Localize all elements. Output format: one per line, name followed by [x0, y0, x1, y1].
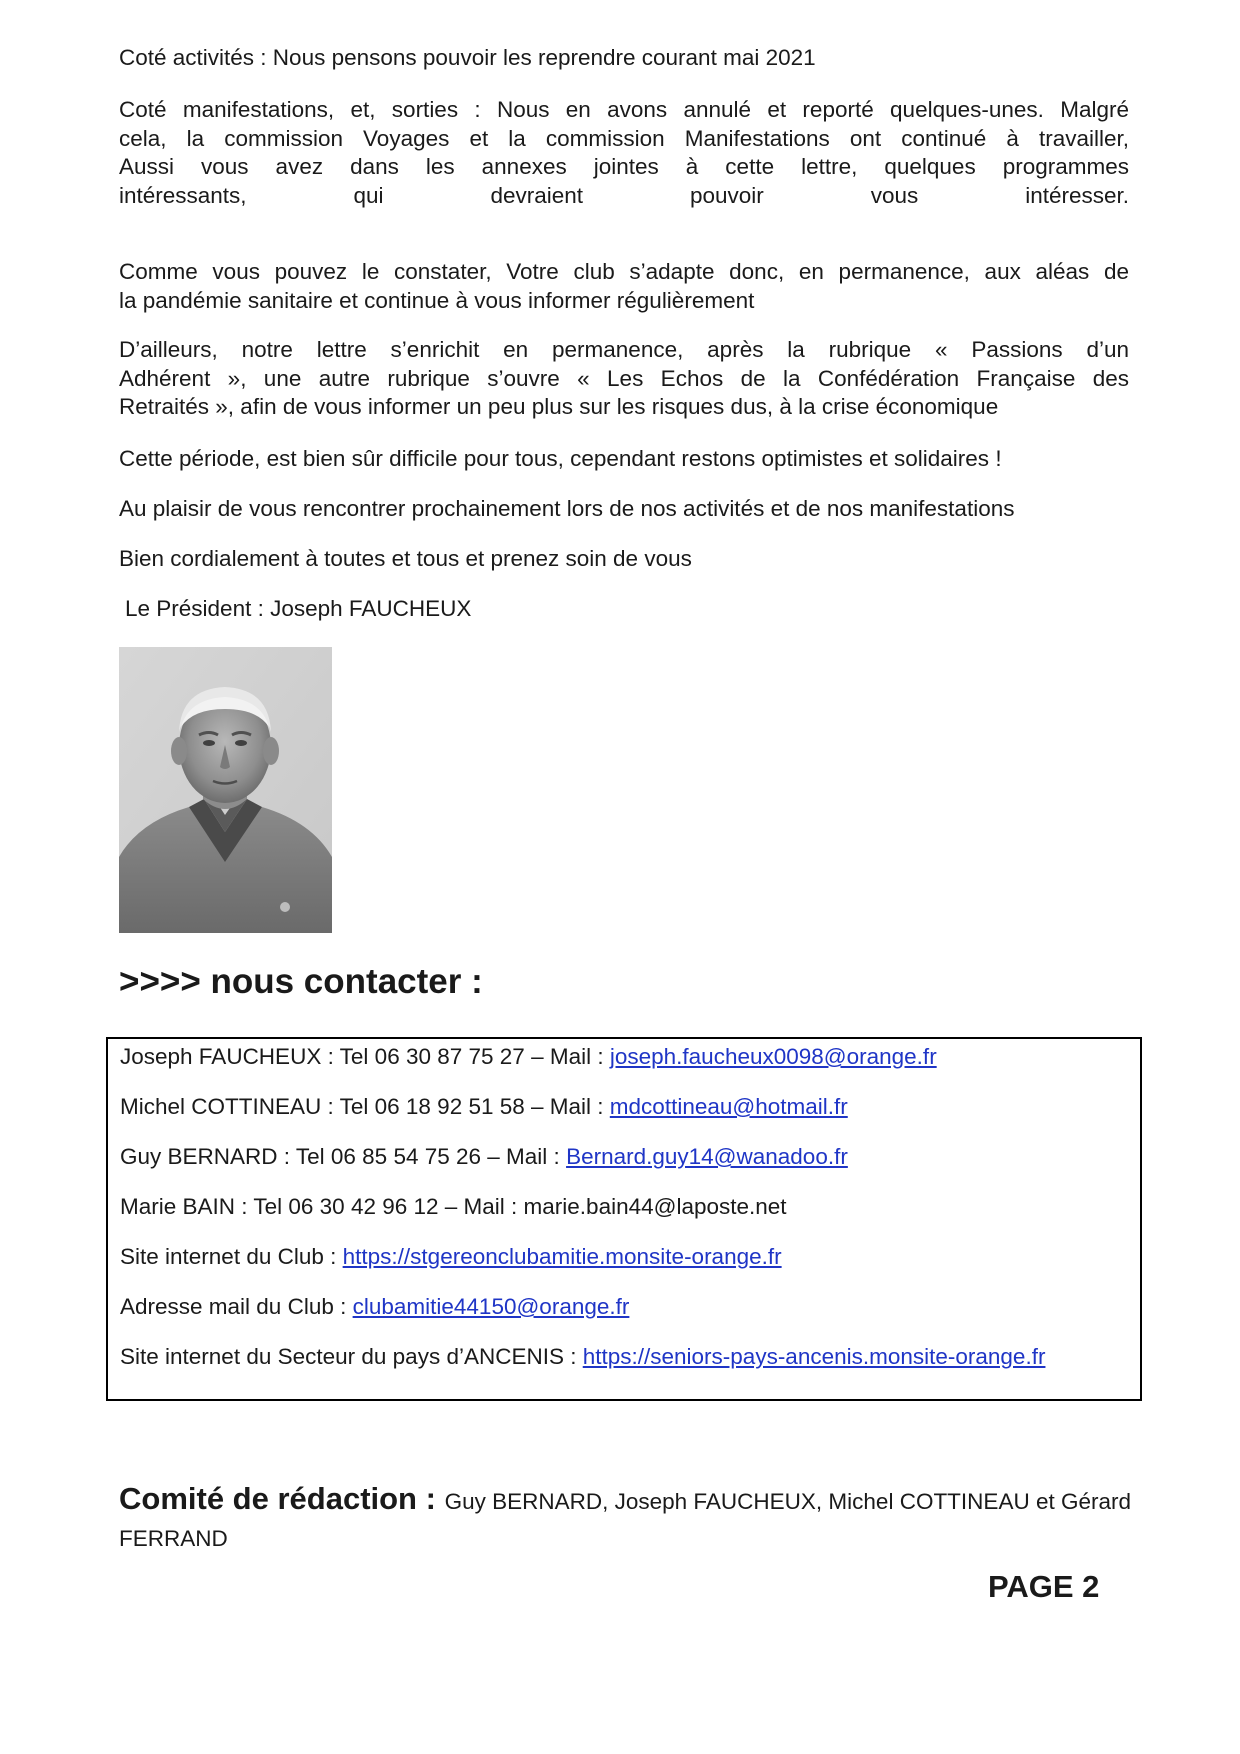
cordialement-paragraph: Bien cordialement à toutes et tous et prenez soin de vous: [119, 546, 692, 571]
portrait-photo: [119, 647, 332, 933]
club-mail-line: [120, 1293, 1130, 1322]
contact-michel-text: Michel COTTINEAU : Tel 06 18 92 51 58 – Mail :: [120, 1094, 610, 1119]
manifestations-line: Coté manifestations, et, sorties : Nous en avons annulé et reporté quelques-unes. Malgré: [119, 97, 1129, 122]
comite-separator: :: [417, 1481, 445, 1516]
email-link-guy[interactable]: Bernard.guy14@wanadoo.fr: [566, 1144, 848, 1169]
contact-guy-text: Guy BERNARD : Tel 06 85 54 75 26 – Mail :: [120, 1144, 567, 1169]
adapte-line: Comme vous pouvez le constater, Votre club s’adapte donc, en permanence, aux aléas de: [119, 259, 1129, 284]
contact-guy: [120, 1143, 1130, 1172]
adapte-line: la pandémie sanitaire et continue à vous informer régulièrement: [119, 287, 755, 313]
activites-paragraph: Coté activités : Nous pensons pouvoir les reprendre courant mai 2021: [119, 45, 816, 70]
manifestations-line: Aussi vous avez dans les annexes jointes à cette lettre, quelques programmes: [119, 154, 1129, 180]
plaisir-paragraph: Au plaisir de vous rencontrer prochainement lors de nos activités et de nos manifestations: [119, 496, 1015, 521]
signature: Le Président : Joseph FAUCHEUX: [125, 596, 472, 621]
ailleurs-line: D’ailleurs, notre lettre s’enrichit en permanence, après la rubrique « Passions d’un: [119, 337, 1129, 362]
contact-heading: >>>> nous contacter :: [119, 962, 483, 1001]
ailleurs-line: Retraités », afin de vous informer un peu plus sur les risques dus, à la crise économique: [119, 394, 999, 420]
contact-joseph-text: Joseph FAUCHEUX : Tel 06 30 87 75 27 – Mail :: [120, 1044, 610, 1069]
contact-joseph: [120, 1043, 1130, 1072]
secteur-website-link[interactable]: https://seniors-pays-ancenis.monsite-orange.fr: [582, 1344, 1046, 1369]
page-number: PAGE 2: [988, 1569, 1100, 1604]
club-mail-label: Adresse mail du Club :: [120, 1294, 353, 1319]
manifestations-line: cela, la commission Voyages et la commission Manifestations ont continué à travailler,: [119, 125, 1129, 151]
club-website-link[interactable]: https://stgereonclubamitie.monsite-orange.fr: [342, 1244, 782, 1269]
contact-marie: Marie BAIN : Tel 06 30 42 96 12 – Mail : marie.bain44@laposte.net: [120, 1194, 787, 1219]
ailleurs-line: Adhérent », une autre rubrique s’ouvre « Les Echos de la Confédération Française des: [119, 365, 1129, 391]
email-link-michel[interactable]: mdcottineau@hotmail.fr: [609, 1094, 848, 1119]
comite-names: Guy BERNARD, Joseph FAUCHEUX, Michel COTTINEAU et Gérard FERRAND: [119, 1489, 1131, 1551]
email-link-joseph[interactable]: joseph.faucheux0098@orange.fr: [609, 1044, 937, 1069]
secteur-website-label: Site internet du Secteur du pays d’ANCENIS :: [120, 1344, 583, 1369]
comite-label: Comité de rédaction: [119, 1481, 417, 1516]
adapte-paragraph: [119, 258, 1129, 315]
manifestations-line: intéressants, qui devraient pouvoir vous intéresser.: [119, 182, 1129, 208]
comite-redaction: [119, 1480, 1139, 1557]
club-website-label: Site internet du Club :: [120, 1244, 343, 1269]
periode-paragraph: Cette période, est bien sûr difficile pour tous, cependant restons optimistes et solidaires !: [119, 446, 1002, 471]
contact-michel: [120, 1093, 1130, 1122]
ailleurs-paragraph: [119, 336, 1129, 422]
manifestations-paragraph: [119, 96, 1129, 210]
club-website-line: [120, 1243, 1130, 1272]
contact-box: [106, 1037, 1142, 1401]
club-mail-link[interactable]: clubamitie44150@orange.fr: [352, 1294, 630, 1319]
secteur-website-line: [120, 1343, 1130, 1372]
